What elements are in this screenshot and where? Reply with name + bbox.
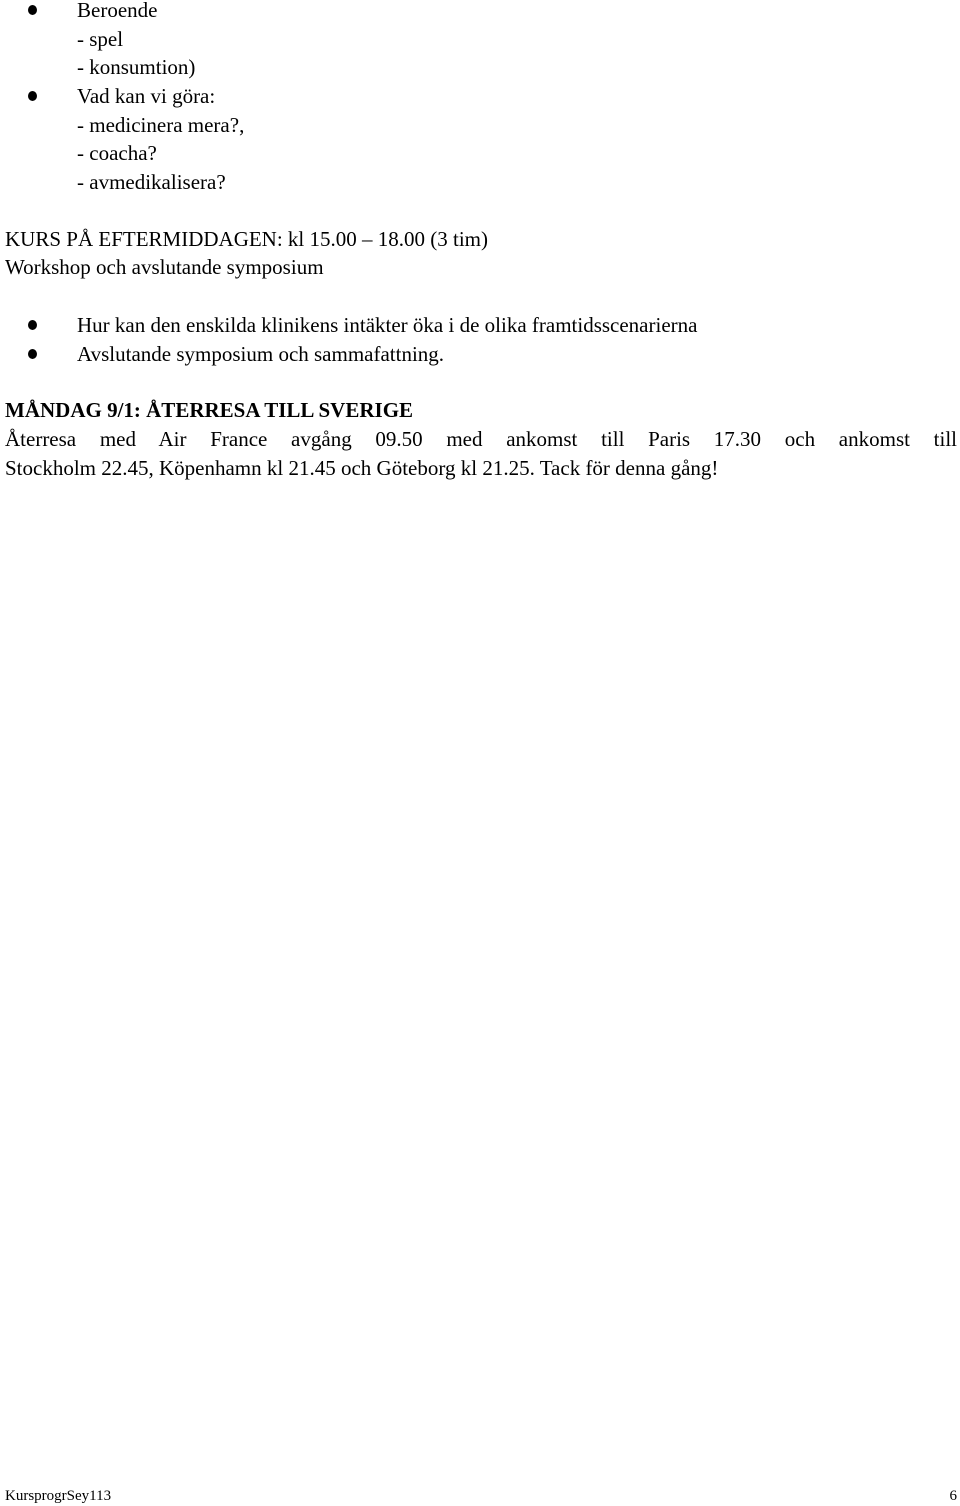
sub-item: - medicinera mera?, bbox=[77, 113, 245, 137]
monday-heading: MÅNDAG 9/1: ÅTERRESA TILL SVERIGE bbox=[5, 398, 414, 422]
sub-item: - konsumtion) bbox=[77, 55, 196, 79]
sub-item: - coacha? bbox=[77, 141, 157, 165]
list-item-text: Hur kan den enskilda klinikens intäkter öka i de olika framtidsscenarierna bbox=[77, 313, 698, 337]
list-item-text: Avslutande symposium och sammafattning. bbox=[77, 342, 445, 366]
afternoon-heading: KURS PÅ EFTERMIDDAGEN: kl 15.00 – 18.00 (3 tim) bbox=[5, 227, 489, 251]
sub-item: - avmedikalisera? bbox=[77, 170, 226, 194]
bullet-icon bbox=[28, 320, 37, 330]
monday-text-line: Stockholm 22.45, Köpenhamn kl 21.45 och Göteborg kl 21.25. Tack för denna gång! bbox=[5, 456, 719, 480]
list-item-text: Beroende bbox=[77, 0, 158, 22]
monday-text-line: Återresa med Air France avgång 09.50 med ankomst till Paris 17.30 och ankomst till bbox=[5, 427, 957, 451]
footer-doc-id: KursprogrSey113 bbox=[5, 1488, 112, 1504]
footer-page-number: 6 bbox=[949, 1488, 957, 1504]
bullet-icon bbox=[28, 5, 37, 15]
list-item-text: Vad kan vi göra: bbox=[77, 84, 216, 108]
afternoon-subheading: Workshop och avslutande symposium bbox=[5, 255, 324, 279]
bullet-icon bbox=[28, 349, 37, 359]
sub-item: - spel bbox=[77, 27, 124, 51]
bullet-icon bbox=[28, 91, 37, 101]
